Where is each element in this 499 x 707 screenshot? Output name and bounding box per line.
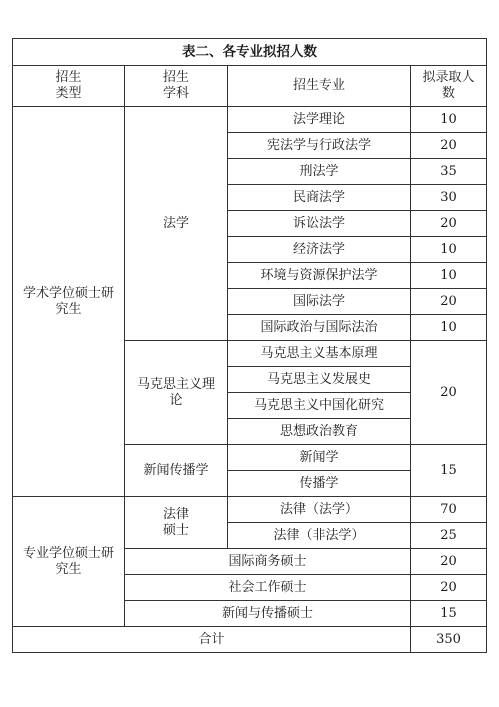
title-row	[13, 39, 487, 66]
major-quota: 20	[411, 211, 487, 237]
header-type: 招生 类型	[13, 66, 125, 107]
major-name: 法律（非法学）	[228, 523, 411, 549]
major-name: 传播学	[228, 471, 411, 497]
header-major: 招生专业	[228, 66, 411, 107]
major-name: 马克思主义基本原理	[228, 341, 411, 367]
marxism-quota: 20	[411, 341, 487, 445]
major-quota: 10	[411, 263, 487, 289]
major-name: 环境与资源保护法学	[228, 263, 411, 289]
degree-name: 新闻与传播硕士	[125, 601, 411, 627]
major-name: 马克思主义发展史	[228, 367, 411, 393]
subject-law: 法学	[125, 107, 228, 341]
major-name: 法学理论	[228, 107, 411, 133]
major-name: 新闻学	[228, 445, 411, 471]
major-name: 马克思主义中国化研究	[228, 393, 411, 419]
type-professional: 专业学位硕士研 究生	[13, 497, 125, 627]
degree-quota: 20	[411, 575, 487, 601]
total-label: 合计	[13, 627, 411, 653]
major-quota: 10	[411, 107, 487, 133]
major-quota: 25	[411, 523, 487, 549]
total-value: 350	[411, 627, 487, 653]
major-name: 思想政治教育	[228, 419, 411, 445]
major-name: 诉讼法学	[228, 211, 411, 237]
major-quota: 20	[411, 289, 487, 315]
table-title: 表二、各专业拟招人数	[13, 39, 487, 66]
table-row	[13, 497, 487, 523]
header-subject: 招生 学科	[125, 66, 228, 107]
degree-quota: 15	[411, 601, 487, 627]
quota-table	[12, 38, 487, 653]
journalism-quota: 15	[411, 445, 487, 497]
major-name: 法律（法学）	[228, 497, 411, 523]
major-quota: 20	[411, 133, 487, 159]
major-name: 民商法学	[228, 185, 411, 211]
subject-journalism: 新闻传播学	[125, 445, 228, 497]
major-quota: 10	[411, 237, 487, 263]
degree-name: 国际商务硕士	[125, 549, 411, 575]
major-name: 宪法学与行政法学	[228, 133, 411, 159]
major-name: 国际法学	[228, 289, 411, 315]
major-name: 经济法学	[228, 237, 411, 263]
table-row	[13, 107, 487, 133]
major-quota: 10	[411, 315, 487, 341]
major-name: 国际政治与国际法治	[228, 315, 411, 341]
major-quota: 30	[411, 185, 487, 211]
degree-quota: 20	[411, 549, 487, 575]
subject-marxism: 马克思主义理 论	[125, 341, 228, 445]
header-quota: 拟录取人 数	[411, 66, 487, 107]
major-name: 刑法学	[228, 159, 411, 185]
major-quota: 35	[411, 159, 487, 185]
type-academic: 学术学位硕士研 究生	[13, 107, 125, 497]
header-row	[13, 66, 487, 107]
total-row	[13, 627, 487, 653]
degree-name: 社会工作硕士	[125, 575, 411, 601]
subject-juris-master: 法律 硕士	[125, 497, 228, 549]
major-quota: 70	[411, 497, 487, 523]
